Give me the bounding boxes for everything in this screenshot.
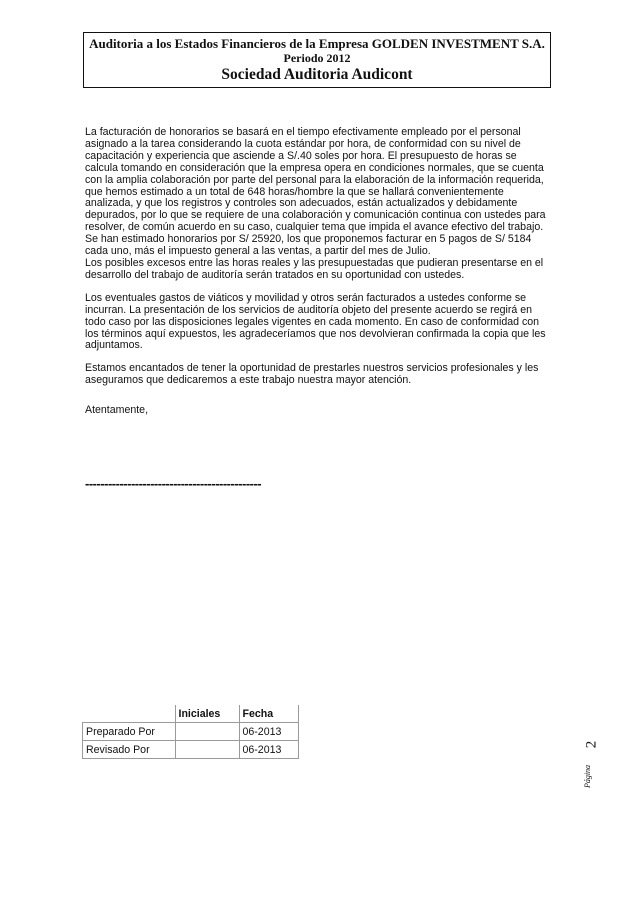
table-cell: 06-2013 <box>239 741 298 759</box>
paragraph-closing-remarks <box>85 363 553 387</box>
text-line: La facturación de honorarios se basará en el tiempo efectivamente empleado por el personal <box>85 126 521 138</box>
text-line: con la amplia colaboración por parte del personal para la elaboración de la información requerida, <box>85 173 544 186</box>
text-line: calcula tomando en consideración que la empresa opera en condiciones normales, que se cuenta <box>85 161 544 174</box>
table-cell: 06-2013 <box>239 723 298 741</box>
text-line: que hemos estimado a un total de 648 horas/hombre la que se hallará convenientemente <box>85 185 504 198</box>
text-line: adjuntamos. <box>85 339 143 352</box>
paragraph-expenses <box>85 293 553 353</box>
table-header-cell: Fecha <box>239 705 298 723</box>
closing-salutation: Atentamente, <box>85 404 149 416</box>
page-number: 2 <box>583 740 600 749</box>
paragraph-fees <box>85 127 553 282</box>
text-line: capacitación y experiencia que asciende a S/.40 soles por hora. El presupuesto de horas se <box>85 149 517 162</box>
text-line: Los posibles excesos entre las horas reales y las presupuestadas que pudieran presentarse en el <box>85 256 544 269</box>
table-row <box>83 741 299 759</box>
header-audit-title: Auditoria a los Estados Financieros de la Empresa GOLDEN INVESTMENT S.A. <box>89 36 545 51</box>
text-line: incurran. La presentación de los servicios de auditoría objeto del presente acuerdo se regirá en <box>85 303 532 316</box>
text-line: Los eventuales gastos de viáticos y movilidad y otros serán facturados a ustedes conforme se <box>85 291 527 304</box>
table-header-cell <box>83 705 176 723</box>
document-header <box>83 32 551 88</box>
text-line: Estamos encantados de tener la oportunidad de prestarles nuestros servicios profesionales y les <box>85 362 539 375</box>
text-line: todo caso por las disposiciones legales vigentes en cada momento. En caso de conformidad con <box>85 315 540 328</box>
table-cell: Preparado Por <box>83 723 176 741</box>
table-cell <box>175 741 239 759</box>
page-label: Página <box>583 764 593 789</box>
text-line: desarrollo del trabajo de auditoría serán tratados en su oportunidad con ustedes. <box>85 268 465 281</box>
letter-body <box>85 127 553 398</box>
text-line: Se han estimado honorarios por S/ 25920, los que proponemos facturar en 5 pagos de S/ 5184 <box>85 233 532 246</box>
text-line: los términos aquí expuestos, les agradeceríamos que nos devolvieran confirmada la copia que les <box>85 327 546 340</box>
text-line: asignado a la tarea considerando la cuota estándar por hora, de conformidad con su nivel de <box>85 137 521 150</box>
page-number-block <box>578 720 608 790</box>
table-cell: Revisado Por <box>83 741 176 759</box>
text-line: depurados, por lo que se requiere de una colaboración y comunicación continua con ustedes para <box>85 209 546 222</box>
text-line: resolver, de común acuerdo en su caso, cualquier tema que impida el avance efectivo del trabajo. <box>85 221 544 234</box>
table-cell <box>175 723 239 741</box>
header-firm-name: Sociedad Auditoria Audicont <box>221 66 413 83</box>
text-line: aseguramos que dedicaremos a este trabajo nuestra mayor atención. <box>85 374 412 387</box>
table-header-row <box>83 705 299 723</box>
table-row <box>83 723 299 741</box>
header-period: Periodo 2012 <box>283 51 351 65</box>
approval-table <box>82 705 299 759</box>
text-line: cada uno, más el impuesto general a las ventas, a partir del mes de Julio. <box>85 245 431 258</box>
signature-line: ---------------------------------------------- <box>85 476 262 491</box>
table-header-cell: Iniciales <box>175 705 239 723</box>
text-line: analizada, y que los registros y controles son adecuados, están actualizados y debidamente <box>85 197 518 210</box>
